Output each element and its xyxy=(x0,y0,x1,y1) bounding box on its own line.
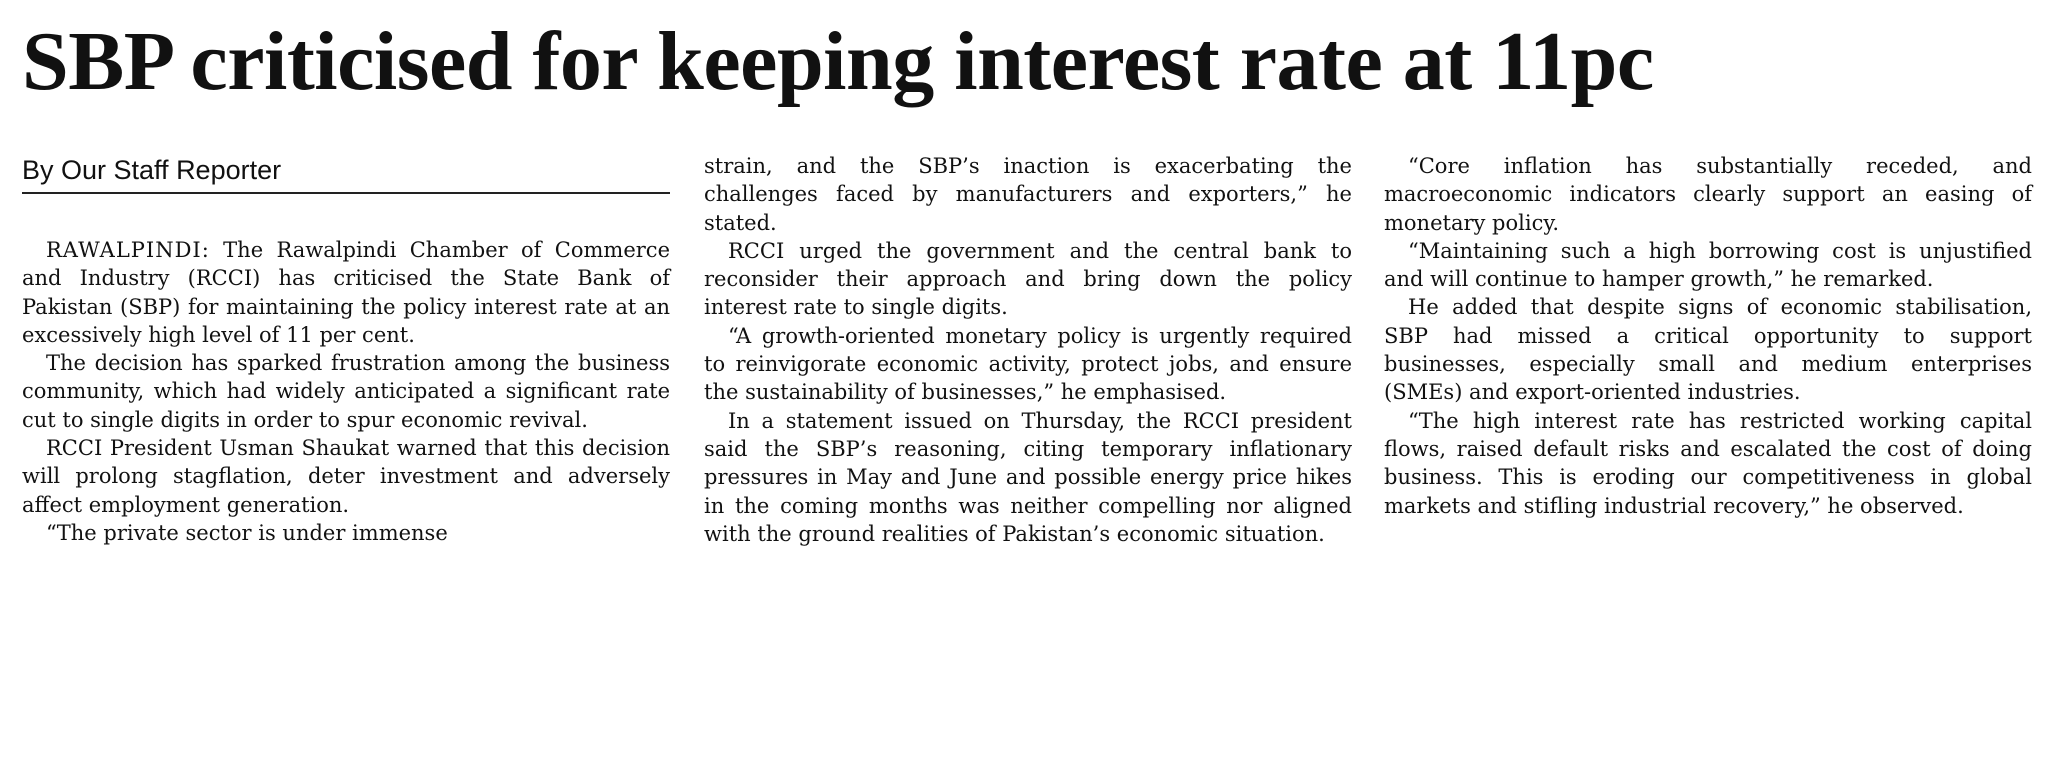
body-paragraph: In a statement issued on Thursday, the RCCI president said the SBP’s reasoning, citing temporary inflationary pressures in May and June and possible energy price hikes in the coming months was neither compelling nor aligned with the ground realities of Pakistan’s economic situation. xyxy=(704,408,1352,546)
body-paragraph: “Core inflation has substantially receded, and macroeconomic indicators clearly support an easing of monetary policy. xyxy=(1384,154,2032,235)
body-paragraph: “A growth-oriented monetary policy is urgently required to reinvigorate economic activity, protect jobs, and ensure the sustainability of businesses,” he emphasised. xyxy=(704,323,1352,405)
body-paragraph: RCCI urged the government and the central bank to reconsider their approach and bring down the policy interest rate to single digits. xyxy=(704,238,1352,320)
body-paragraph: RCCI President Usman Shaukat warned that this decision will prolong stagflation, deter investment and adversely affect employment generation. xyxy=(22,436,670,517)
byline: By Our Staff Reporter xyxy=(22,152,670,194)
body-paragraph: “Maintaining such a high borrowing cost is unjustified and will continue to hamper growth,” he remarked. xyxy=(1384,238,2032,292)
body-paragraph: He added that despite signs of economic stabilisation, SBP had missed a critical opportunity to support businesses, especially small and medium enterprises (SMEs) and export-oriented industries. xyxy=(1384,295,2032,405)
article-column-2 xyxy=(704,152,1352,548)
body-paragraph: The decision has sparked frustration among the business community, which had widely anticipated a significant rate cut to single digits in order to spur economic revival. xyxy=(22,351,670,432)
paragraph-text: The Rawalpindi Chamber of Commerce and Industry (RCCI) has criticised the State Bank of Pakistan (SBP) for maintaining the policy interest rate at an excessively high level of 11 per cent. xyxy=(22,238,670,347)
body-paragraph xyxy=(22,236,670,349)
body-paragraph: “The high interest rate has restricted working capital flows, raised default risks and escalated the cost of doing business. This is eroding our competitiveness in global markets and stifling industrial recovery,” he observed. xyxy=(1384,408,2032,518)
article-column-1 xyxy=(22,236,670,547)
dateline: RAWALPINDI: xyxy=(46,238,210,262)
article-column-3 xyxy=(1384,152,2032,520)
body-paragraph: “The private sector is under immense xyxy=(46,520,448,545)
headline: SBP criticised for keeping interest rate at 11pc xyxy=(22,15,1654,108)
body-paragraph-continued: strain, and the SBP’s inaction is exacerbating the challenges faced by manufacturers and exporters,” he stated. xyxy=(704,154,1352,235)
